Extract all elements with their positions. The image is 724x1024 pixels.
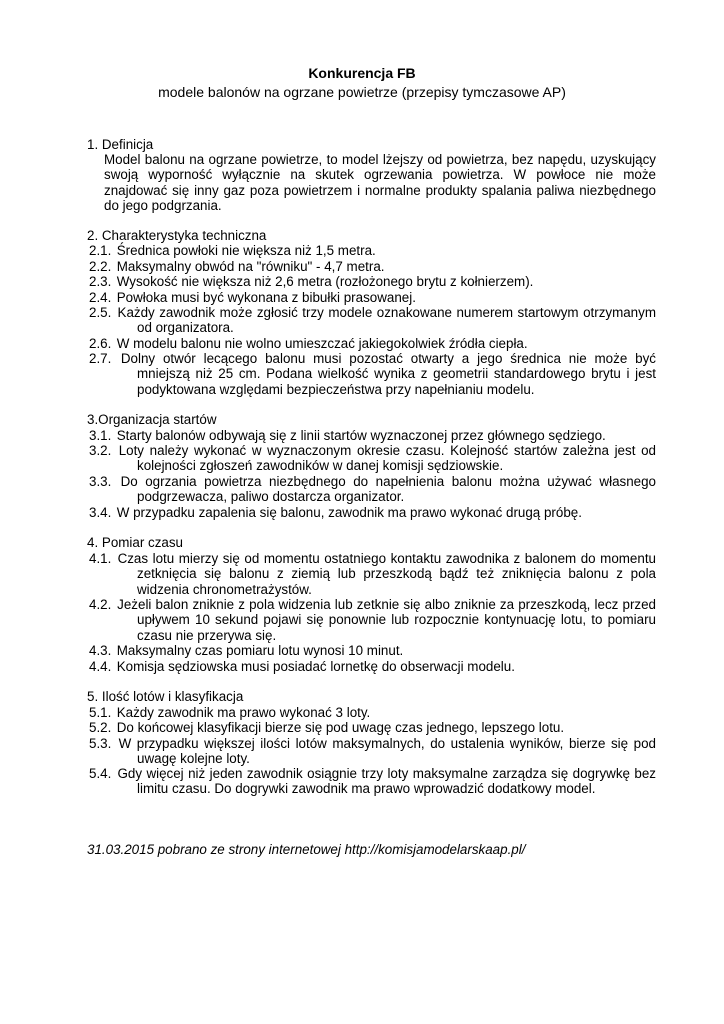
section-heading-pomiar: 4. Pomiar czasu — [87, 535, 184, 550]
item-text: Loty należy wykonać w wyznaczonym okresie czasu. Kolejność startów zależna jest od kolejności zgłoszeń zawodników w danej komisji sędziowskie. — [118, 443, 656, 474]
list-item: 2.5. Każdy zawodnik może zgłosić trzy modele oznakowane numerem startowym otrzymanym od organizatora. — [89, 305, 656, 336]
document-subtitle: modele balonów na ogrzane powietrze (przepisy tymczasowe AP) — [158, 84, 566, 100]
list-item: 3.4. W przypadku zapalenia się balonu, zawodnik ma prawo wykonać drugą próbę. — [89, 505, 582, 520]
section-heading-organizacja: 3.Organizacja startów — [87, 412, 217, 427]
item-text: Gdy więcej niż jeden zawodnik osiągnie trzy loty maksymalne zarządza się dogrywkę bez limitu czasu. Do dogrywki zawodnik ma prawo wprowadzić dodatkowy model. — [117, 766, 656, 797]
list-item: 2.6. W modelu balonu nie wolno umieszczać jakiegokolwiek źródła ciepła. — [89, 336, 528, 351]
list-item: 4.2. Jeżeli balon zniknie z pola widzenia lub zetknie się albo zniknie za przeszkodą, lecz przed upływem 10 sekund pojawi się ponownie lub rozpocznie kontynuację lotu, to pomiaru czasu nie przerywa się. — [89, 597, 656, 643]
item-text: Wysokość nie większa niż 2,6 metra (rozłożonego brytu z kołnierzem). — [116, 274, 534, 289]
list-item: 2.2. Maksymalny obwód na "równiku" - 4,7 metra. — [89, 259, 385, 274]
item-text: Czas lotu mierzy się od momentu ostatniego kontaktu zawodnika z balonem do momentu zetknięcia się balonu z ziemią lub przeszkodą bądź też zniknięcia balonu z pola widzenia chronometrażystów. — [117, 551, 656, 597]
list-item: 3.1. Starty balonów odbywają się z linii startów wyznaczonej przez głównego sędziego. — [89, 428, 606, 443]
list-item: 4.4. Komisja sędziowska musi posiadać lornetkę do obserwacji modelu. — [89, 659, 515, 674]
list-item: 3.3. Do ogrzania powietrza niezbędnego do napełnienia balonu można używać własnego podgrzewacza, paliwo dostarcza organizator. — [89, 474, 656, 505]
definition-paragraph: Model balonu na ogrzane powietrze, to model lżejszy od powietrza, bez napędu, uzyskujący swoją wyporność wyłącznie na skutek ogrzewania powietrza. W powłoce nie może znajdować się inny gaz poza powietrzem i normalne produkty spalania paliwa niezbędnego do jego podgrzania. — [104, 152, 656, 214]
list-item: 2.7. Dolny otwór lecącego balonu musi pozostać otwarty a jego średnica nie może być mniejszą niż 25 cm. Podana wielkość wynika z geometrii standardowego brytu i jest podyktowana względami bezpieczeństwa przy napełnianiu modelu. — [89, 351, 656, 397]
item-text: Każdy zawodnik ma prawo wykonać 3 loty. — [116, 705, 371, 720]
item-text: Do ogrzania powietrza niezbędnego do napełnienia balonu można używać własnego podgrzewacza, paliwo dostarcza organizator. — [120, 474, 656, 505]
list-item: 5.4. Gdy więcej niż jeden zawodnik osiągnie trzy loty maksymalne zarządza się dogrywkę bez limitu czasu. Do dogrywki zawodnik ma prawo wprowadzić dodatkowy model. — [89, 766, 656, 797]
item-text: W przypadku większej ilości lotów maksymalnych, do ustalenia wyników, bierze się pod uwagę kolejne loty. — [118, 736, 656, 767]
list-item: 4.3. Maksymalny czas pomiaru lotu wynosi 10 minut. — [89, 643, 404, 658]
list-item: 5.3. W przypadku większej ilości lotów maksymalnych, do ustalenia wyników, bierze się pod uwagę kolejne loty. — [89, 736, 656, 767]
section-heading-charakterystyka: 2. Charakterystyka techniczna — [87, 228, 267, 243]
source-footer: 31.03.2015 pobrano ze strony internetowej http://komisjamodelarskaap.pl/ — [87, 842, 526, 857]
section-heading-definicja: 1. Definicja — [87, 137, 154, 152]
item-text: Do końcowej klasyfikacji bierze się pod uwagę czas jednego, lepszego lotu. — [116, 720, 565, 735]
list-item: 4.1. Czas lotu mierzy się od momentu ostatniego kontaktu zawodnika z balonem do momentu zetknięcia się balonu z ziemią lub przeszkodą bądź też zniknięcia balonu z pola widzenia chronometrażystów. — [89, 551, 656, 597]
item-text: W modelu balonu nie wolno umieszczać jakiegokolwiek źródła ciepła. — [116, 336, 528, 351]
list-item: 5.1. Każdy zawodnik ma prawo wykonać 3 loty. — [89, 705, 371, 720]
item-text: Powłoka musi być wykonana z bibułki prasowanej. — [116, 290, 416, 305]
list-item: 3.2. Loty należy wykonać w wyznaczonym okresie czasu. Kolejność startów zależna jest od kolejności zgłoszeń zawodników w danej komisji sędziowskie. — [89, 443, 656, 474]
item-text: Maksymalny czas pomiaru lotu wynosi 10 minut. — [116, 643, 404, 658]
list-item: 2.3. Wysokość nie większa niż 2,6 metra (rozłożonego brytu z kołnierzem). — [89, 274, 534, 289]
item-text: Dolny otwór lecącego balonu musi pozostać otwarty a jego średnica nie może być mniejszą niż 25 cm. Podana wielkość wynika z geometrii standardowego brytu i jest podyktowana względami bezpieczeństwa przy napełnianiu modelu. — [120, 351, 656, 397]
item-text: Jeżeli balon zniknie z pola widzenia lub zetknie się albo zniknie za przeszkodą, lecz przed upływem 10 sekund pojawi się ponownie lub rozpocznie kontynuację lotu, to pomiaru czasu nie przerywa się. — [117, 597, 656, 643]
section-heading-ilosc-lotow: 5. Ilość lotów i klasyfikacja — [87, 689, 244, 704]
item-text: Każdy zawodnik może zgłosić trzy modele oznakowane numerem startowym otrzymanym od organizatora. — [117, 305, 656, 336]
item-text: W przypadku zapalenia się balonu, zawodnik ma prawo wykonać drugą próbę. — [116, 505, 582, 520]
item-text: Starty balonów odbywają się z linii startów wyznaczonej przez głównego sędziego. — [116, 428, 606, 443]
list-item: 2.4. Powłoka musi być wykonana z bibułki prasowanej. — [89, 290, 416, 305]
list-item: 5.2. Do końcowej klasyfikacji bierze się pod uwagę czas jednego, lepszego lotu. — [89, 720, 565, 735]
list-item: 2.1. Średnica powłoki nie większa niż 1,5 metra. — [89, 243, 376, 258]
item-text: Komisja sędziowska musi posiadać lornetkę do obserwacji modelu. — [116, 659, 515, 674]
item-text: Maksymalny obwód na "równiku" - 4,7 metra. — [116, 259, 385, 274]
item-text: Średnica powłoki nie większa niż 1,5 metra. — [116, 243, 376, 258]
document-title: Konkurencja FB — [308, 65, 416, 81]
